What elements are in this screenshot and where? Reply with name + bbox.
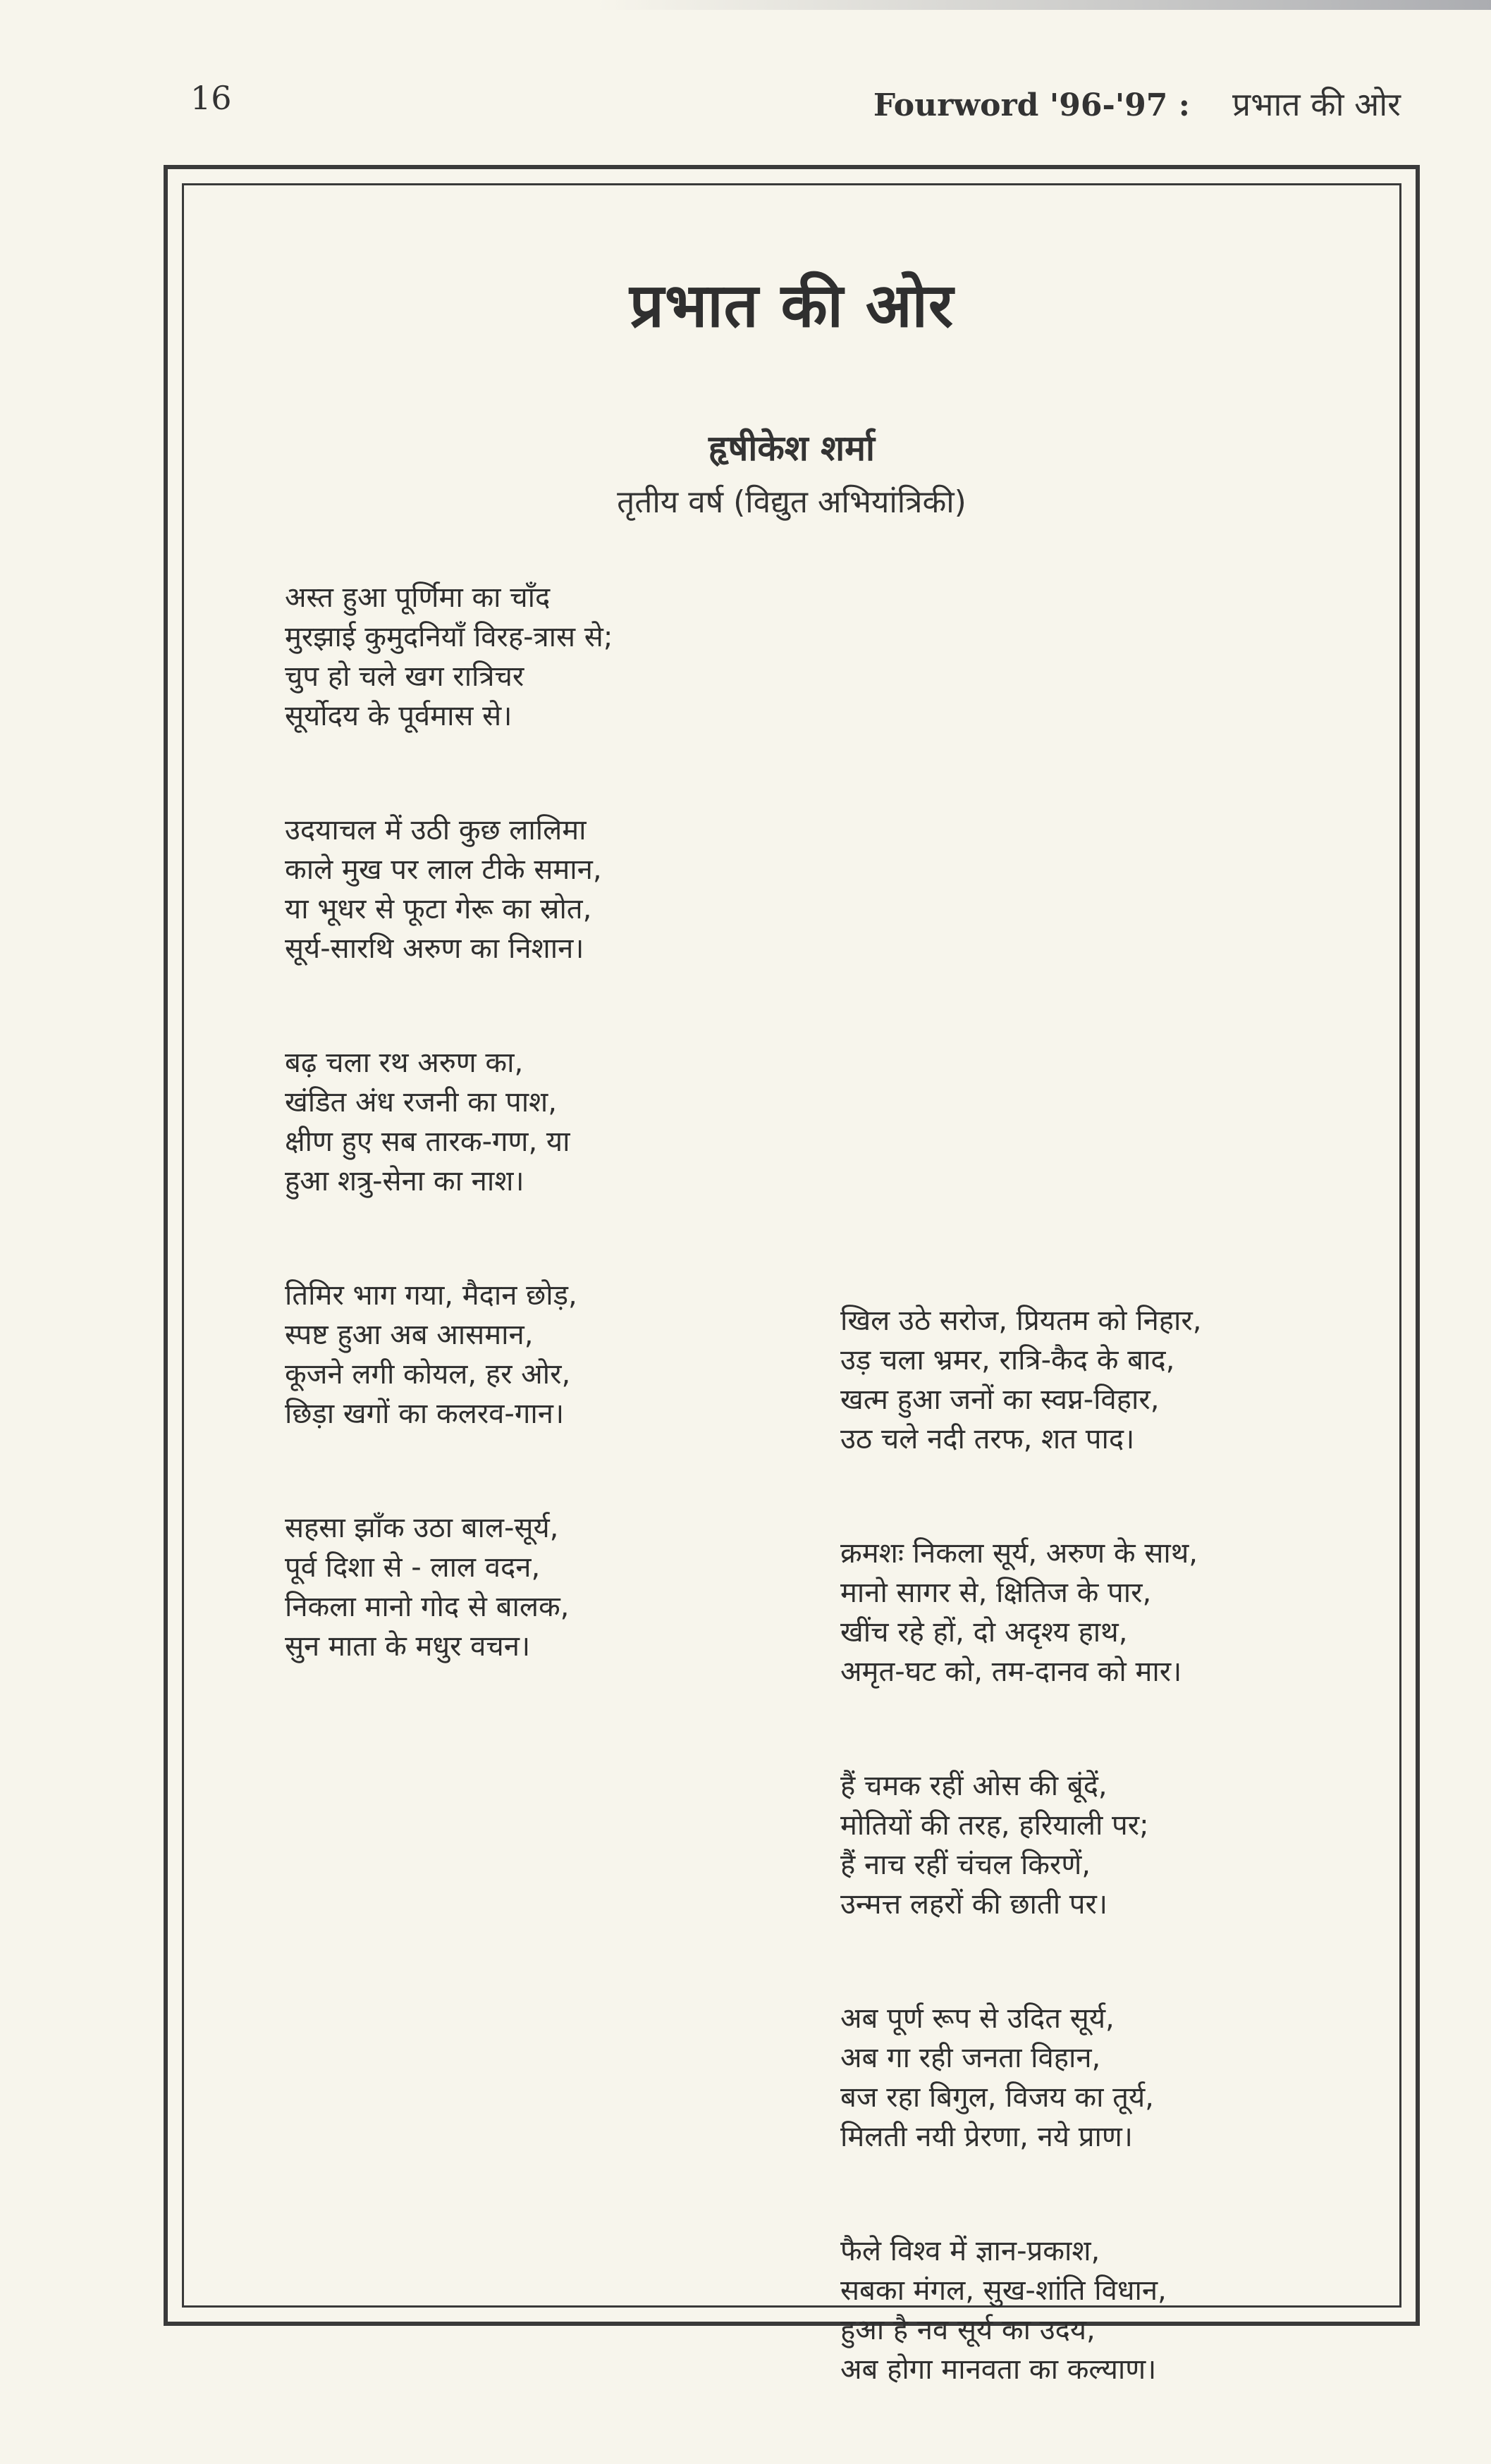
- poem-stanza: [840, 1534, 1376, 1692]
- poem-line: हुआ है नव सूर्य का उदय,: [840, 2314, 1096, 2346]
- poem-line: उदयाचल में उठी कुछ लालिमा: [285, 814, 587, 846]
- poem-right-column: [840, 1301, 1376, 2464]
- poem-line: तिमिर भाग गया, मैदान छोड़,: [285, 1279, 577, 1312]
- poem-line: मानो सागर से, क्षितिज के पार,: [840, 1577, 1152, 1609]
- poem-line: मोतियों की तरह, हरियाली पर;: [840, 1809, 1149, 1842]
- poem-line: अब होगा मानवता का कल्याण।: [840, 2353, 1157, 2386]
- poem-line: हैं नाच रहीं चंचल किरणें,: [840, 1849, 1091, 1881]
- poem-line: सुन माता के मधुर वचन।: [285, 1630, 531, 1663]
- poem-line: क्रमशः निकला सूर्य, अरुण के साथ,: [840, 1537, 1198, 1570]
- poem-line: या भूधर से फूटा गेरू का स्रोत,: [285, 893, 592, 925]
- author-name: हृषीकेश शर्मा: [708, 428, 875, 469]
- poem-line: उठ चले नदी तरफ, शत पाद।: [840, 1423, 1135, 1455]
- poem-stanza: [840, 1301, 1376, 1459]
- page-edge-shadow: [0, 0, 1491, 10]
- poem-line: चुप हो चले खग रात्रिचर: [285, 660, 524, 693]
- poem-line: मिलती नयी प्रेरणा, नये प्राण।: [840, 2121, 1133, 2153]
- poem-line: स्पष्ट हुआ अब आसमान,: [285, 1319, 534, 1351]
- poem-title: प्रभात की ओर: [629, 271, 955, 341]
- poem-line: निकला मानो गोद से बालक,: [285, 1591, 570, 1623]
- poem-line: पूर्व दिशा से - लाल वदन,: [285, 1551, 541, 1584]
- page-number: 16: [190, 79, 232, 117]
- journal-title: Fourword '96-'97 :: [873, 87, 1190, 123]
- poem-line: खत्म हुआ जनों का स्वप्न-विहार,: [840, 1384, 1160, 1416]
- poem-stanza: [285, 578, 821, 736]
- poem-line: काले मुख पर लाल टीके समान,: [285, 854, 602, 886]
- poem-line: सहसा झाँक उठा बाल-सूर्य,: [285, 1512, 559, 1544]
- poem-line: अमृत-घट को, तम-दानव को मार।: [840, 1656, 1182, 1688]
- poem-stanza: [285, 811, 821, 968]
- poem-line: खींच रहे हों, दो अदृश्य हाथ,: [840, 1616, 1128, 1649]
- poem-stanza: [285, 1508, 821, 1666]
- poem-line: खंडित अंध रजनी का पाश,: [285, 1086, 557, 1119]
- poem-line: सूर्य-सारथि अरुण का निशान।: [285, 932, 584, 965]
- running-header: [873, 82, 1401, 125]
- poem-line: अब गा रही जनता विहान,: [840, 2042, 1101, 2074]
- poem-stanza: [840, 2231, 1376, 2389]
- poem-left-column: [285, 578, 821, 1741]
- poem-line: मुरझाई कुमुदनियाँ विरह-त्रास से;: [285, 621, 613, 653]
- poem-stanza: [840, 1999, 1376, 2157]
- poem-stanza: [285, 1043, 821, 1201]
- poem-line: सबका मंगल, सुख-शांति विधान,: [840, 2274, 1167, 2307]
- poem-line: अब पूर्ण रूप से उदित सूर्य,: [840, 2002, 1115, 2035]
- poem-line: क्षीण हुए सब तारक-गण, या: [285, 1126, 570, 1158]
- poem-line: छिड़ा खगों का कलरव-गान।: [285, 1398, 565, 1430]
- poem-line: उड़ चला भ्रमर, रात्रि-कैद के बाद,: [840, 1344, 1175, 1376]
- poem-line: सूर्योदय के पूर्वमास से।: [285, 700, 513, 732]
- poem-line: बढ़ चला रथ अरुण का,: [285, 1047, 524, 1079]
- poem-line: अस्त हुआ पूर्णिमा का चाँद: [285, 581, 551, 614]
- poem-stanza: [285, 1276, 821, 1434]
- poem-line: बज रहा बिगुल, विजय का तूर्य,: [840, 2081, 1154, 2114]
- poem-line: हुआ शत्रु-सेना का नाश।: [285, 1165, 524, 1197]
- poem-line: खिल उठे सरोज, प्रियतम को निहार,: [840, 1305, 1202, 1337]
- poem-stanza: [840, 1766, 1376, 1924]
- running-section-title: प्रभात की ओर: [1232, 85, 1401, 123]
- poem-line: कूजने लगी कोयल, हर ओर,: [285, 1358, 571, 1391]
- author-affiliation: तृतीय वर्ष (विद्युत अभियांत्रिकी): [617, 484, 967, 520]
- poem-line: उन्मत्त लहरों की छाती पर।: [840, 1888, 1108, 1921]
- poem-line: हैं चमक रहीं ओस की बूंदें,: [840, 1770, 1107, 1802]
- poem-line: फैले विश्व में ज्ञान-प्रकाश,: [840, 2235, 1100, 2267]
